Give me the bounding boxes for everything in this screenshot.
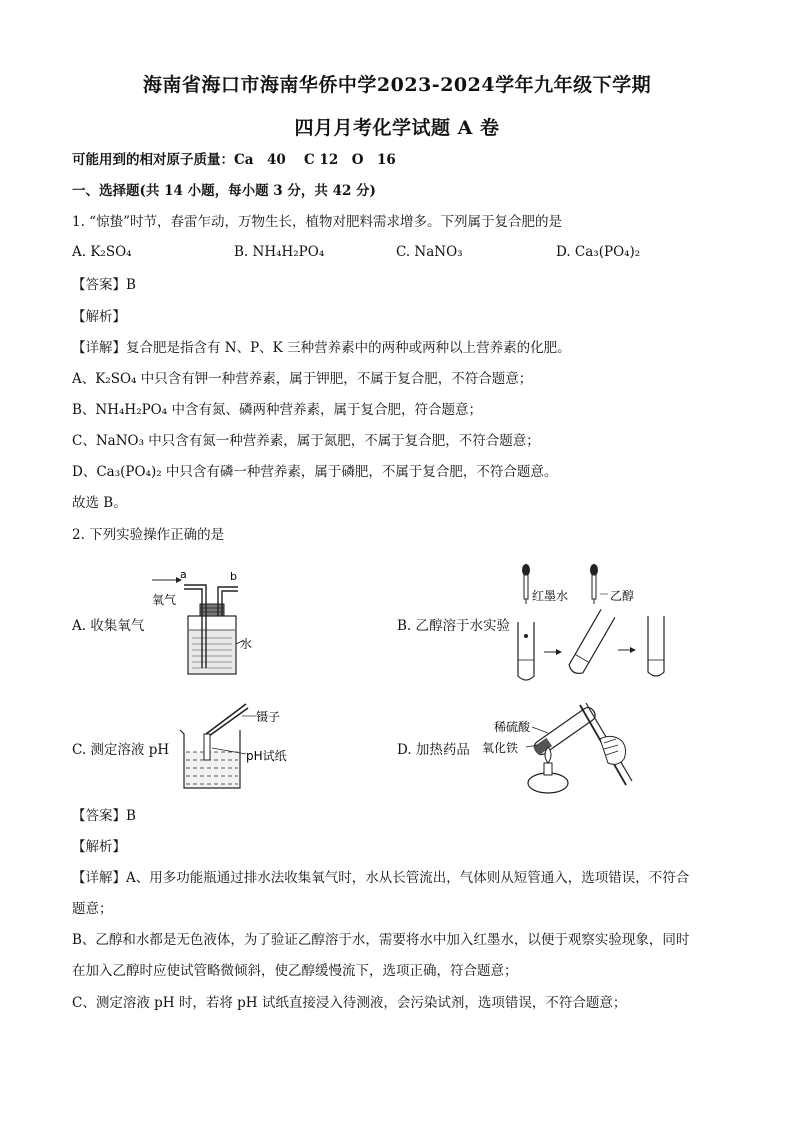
q2-option-b-label: B. 乙醇溶于水实验 (397, 618, 511, 634)
q2-detail-a-line2: 题意； (72, 901, 113, 917)
q2-stem: 2. 下列实验操作正确的是 (72, 527, 225, 543)
q1-answer: 【答案】B (72, 277, 136, 293)
q1-option-d: D. Ca₃(PO₄)₂ (556, 244, 641, 260)
q1-conclusion: 故选 B。 (72, 495, 127, 511)
label-red-ink: 红墨水 (532, 589, 569, 603)
ph-test-figure (176, 700, 306, 792)
ethanol-dissolving-figure (514, 560, 674, 684)
q2-option-c-label: C. 测定溶液 pH (72, 742, 170, 758)
label-a: a (180, 568, 187, 581)
q2-detail-c: C、测定溶液 pH 时，若将 pH 试纸直接浸入待测液，会污染试剂，选项错误，不符合题意； (72, 995, 627, 1011)
label-tweezers: 镊子 (256, 710, 281, 724)
q2-option-a-label: A. 收集氧气 (72, 618, 145, 634)
label-b: b (230, 570, 237, 583)
label-ethanol: 乙醇 (610, 589, 635, 603)
q2-detail-b-line2: 在加入乙醇时应使试管略微倾斜，使乙醇缓慢流下，选项正确，符合题意； (72, 963, 518, 979)
q1-option-c: C. NaNO₃ (396, 244, 463, 260)
label-oxygen: 氧气 (152, 593, 177, 607)
q1-detail-a: A、K₂SO₄ 中只含有钾一种营养素，属于钾肥，不属于复合肥，不符合题意； (72, 371, 533, 387)
q1-detail: 【详解】复合肥是指含有 N、P、K 三种营养素中的两种或两种以上营养素的化肥。 (72, 340, 571, 356)
q1-option-b: B. NH₄H₂PO₄ (234, 244, 325, 260)
title-line-1: 海南省海口市海南华侨中学2023-2024学年九年级下学期 (142, 74, 652, 96)
gas-collection-bottle-figure (148, 568, 258, 678)
q1-detail-d: D、Ca₃(PO₄)₂ 中只含有磷一种营养素，属于磷肥，不属于复合肥，不符合题意。 (72, 464, 558, 480)
q1-detail-c: C、NaNO₃ 中只含有氮一种营养素，属于氮肥，不属于复合肥，不符合题意； (72, 433, 540, 449)
atomic-mass-line: 可能用到的相对原子质量：Ca 40 C 12 O 16 (72, 152, 396, 168)
label-ph-paper: pH试纸 (246, 749, 287, 763)
q1-stem: 1. “惊蛰”时节，春雷乍动，万物生长，植物对肥料需求增多。下列属于复合肥的是 (72, 214, 562, 230)
q2-detail-a-line1: 【详解】A、用多功能瓶通过排水法收集氧气时，水从长管流出，气体则从短管通入，选项错误，不符合 (72, 870, 690, 886)
q2-detail-b-line1: B、乙醇和水都是无色液体，为了验证乙醇溶于水，需要将水中加入红墨水，以便于观察实验现象，同时 (72, 932, 690, 948)
q1-detail-b: B、NH₄H₂PO₄ 中含有氮、磷两种营养素，属于复合肥，符合题意； (72, 402, 482, 418)
label-water: 水 (240, 637, 253, 651)
section-heading: 一、选择题(共 14 小题，每小题 3 分，共 42 分) (72, 183, 376, 199)
heating-reagent-figure (476, 697, 646, 797)
label-sulfuric-acid: 稀硫酸 (494, 720, 531, 734)
q2-option-d-label: D. 加热药品 (397, 742, 470, 758)
q2-answer: 【答案】B (72, 808, 136, 824)
title-line-2: 四月月考化学试题 A 卷 (294, 117, 500, 139)
label-iron-oxide: 氧化铁 (482, 741, 519, 755)
q2-analysis: 【解析】 (72, 839, 126, 855)
q1-analysis: 【解析】 (72, 309, 126, 325)
q1-option-a: A. K₂SO₄ (72, 244, 132, 260)
